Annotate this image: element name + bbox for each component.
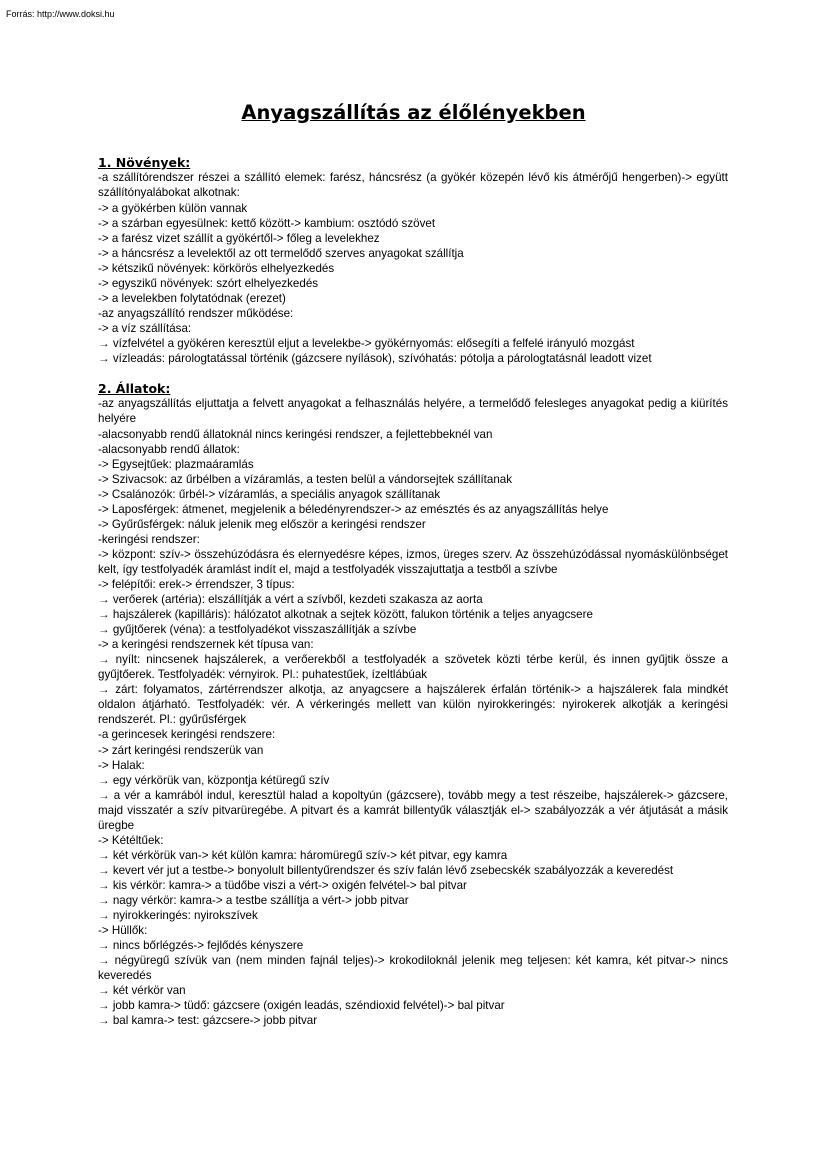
text-line: -> Gyűrűsférgek: náluk jelenik meg először a keringési rendszer — [98, 517, 426, 531]
text-line: -> a gyökérben külön vannak — [98, 201, 248, 215]
text-line: → hajszálerek (kapilláris): hálózatot alkotnak a sejtek között, falukon történik a teljes anyagcsere — [98, 608, 593, 622]
section-plants-body — [98, 170, 732, 366]
text-line: -> Szivacsok: az űrbélben a vízáramlás, a testen belül a vándorsejtek szállítanak — [98, 472, 513, 486]
text-line: -az anyagszállítás eljuttatja a felvett anyagokat a felhasználás helyére, a termelődő felesleges anyagokat pedig a kiürítés helyére — [98, 397, 732, 426]
text-line: → kevert vér jut a testbe-> bonyolult billentyűrendszer és szív falán lévő zsebecskék szabályozzák a keveredést — [98, 863, 674, 877]
text-line: -az anyagszállító rendszer működése: — [98, 306, 294, 320]
text-line: -> egyszikű növények: szórt elhelyezkedés — [98, 276, 319, 290]
text-line: -> a háncsrész a levelektől az ott termelődő szerves anyagokat szállítja — [98, 246, 464, 260]
text-line: -> a víz szállítása: — [98, 321, 192, 335]
text-line: → egy vérkörük van, központja kétüregű szív — [98, 773, 330, 787]
text-line: -> Halak: — [98, 758, 145, 772]
text-line: → a vér a kamrából indul, keresztül halad a kopoltyún (gázcsere), tovább megy a test részeibe, hajszálerek-> gázcsere, majd visszatér a szív pitvarüregébe. A pitvart és a kamrát billentyűk választják el-> szabályozzák a vér átjutását a másik üregbe — [98, 788, 732, 832]
text-line: -alacsonyabb rendű állatok: — [98, 442, 240, 456]
text-line: → négyüregű szívük van (nem minden fajnál teljes)-> krokodiloknál jelenik meg teljesen: két kamra, két pitvar-> nincs keveredés — [98, 954, 732, 983]
text-line: → két vérkörük van-> két külön kamra: háromüregű szív-> két pitvar, egy kamra — [98, 848, 508, 862]
text-line: -> Csalánozók: űrbél-> vízáramlás, a speciális anyagok szállítanak — [98, 487, 441, 501]
text-line: -> felépítői: erek-> érrendszer, 3 típus: — [98, 577, 295, 591]
section-animals-body — [98, 396, 732, 1028]
text-line: → nincs bőrlégzés-> fejlődés kényszere — [98, 939, 304, 953]
text-line: → nagy vérkör: kamra-> a testbe szállítja a vért-> jobb pitvar — [98, 893, 409, 907]
text-line: -> zárt keringési rendszerük van — [98, 743, 264, 757]
text-line: -alacsonyabb rendű állatoknál nincs keringési rendszer, a fejlettebbeknél van — [98, 427, 493, 441]
text-line: -> a szárban egyesülnek: kettő között-> kambium: osztódó szövet — [98, 216, 436, 230]
text-line: -a gerincesek keringési rendszere: — [98, 728, 276, 742]
text-line: -> Kétéltűek: — [98, 833, 164, 847]
text-line: → zárt: folyamatos, zártérrendszer alkotja, az anyagcsere a hajszálerek érfalán történik-> a hajszálerek fala mindkét oldalon átjárható. Testfolyadék: vér. A vérkeringés mellett van külön nyirokkeringés: nyirokerek alkotják a keringési rendszerét. Pl.: gyűrűsférgek — [98, 683, 732, 727]
text-line: → két vérkör van — [98, 984, 186, 998]
text-line: → bal kamra-> test: gázcsere-> jobb pitvar — [98, 1014, 318, 1028]
text-line: -> a keringési rendszernek két típusa van: — [98, 638, 314, 652]
text-line: -> a levelekben folytatódnak (erezet) — [98, 291, 286, 305]
text-line: -> kétszikű növények: körkörös elhelyezkedés — [98, 261, 335, 275]
source-label: Forrás: http://www.doksi.hu — [6, 9, 115, 19]
text-line: -> Egysejtűek: plazmaáramlás — [98, 457, 254, 471]
text-line: → gyűjtőerek (véna): a testfolyadékot visszaszállítják a szívbe — [98, 623, 417, 637]
text-line: -> Laposférgek: átmenet, megjelenik a béledényrendszer-> az emésztés és az anyagszállítás helye — [98, 502, 609, 516]
text-line: -> a farész vizet szállít a gyökértől-> főleg a levelekhez — [98, 231, 380, 245]
text-line: → vízfelvétel a gyökéren keresztül eljut a levelekbe-> gyökérnyomás: elősegíti a felfelé irányuló mozgást — [98, 336, 635, 350]
text-line: -> Hüllők: — [98, 924, 148, 938]
text-line: → verőerek (artéria): elszállítják a vért a szívből, kezdeti szakasza az aorta — [98, 593, 483, 607]
text-line: → jobb kamra-> tüdő: gázcsere (oxigén leadás, széndioxid felvétel)-> bal pitvar — [98, 999, 505, 1013]
text-line: → kis vérkör: kamra-> a tüdőbe viszi a vért-> oxigén felvétel-> bal pitvar — [98, 878, 467, 892]
text-line: -a szállítórendszer részei a szállító elemek: farész, háncsrész (a gyökér közepén lévő kis átmérőjű hengerben)-> együtt szállítónyalábokat alkotnak: — [98, 171, 732, 200]
section-heading-animals: 2. Állatok: — [98, 381, 171, 397]
text-line: → nyirokkeringés: nyirokszívek — [98, 909, 258, 923]
document-body — [98, 155, 732, 1028]
text-line: -keringési rendszer: — [98, 532, 200, 546]
section-heading-plants: 1. Növények: — [98, 155, 191, 170]
text-line: → vízleadás: párologtatással történik (gázcsere nyílások), szívóhatás: pótolja a párologtatásnál leadott vizet — [98, 351, 652, 365]
text-line: → nyílt: nincsenek hajszálerek, a verőerekből a testfolyadék a szövetek közti térbe kerül, és innen gyűjtik össze a gyűjtőerek. Testfolyadék: vérnyirok. Pl.: puhatestűek, ízeltlábúak — [98, 653, 732, 682]
text-line: -> központ: szív-> összehúzódásra és elernyedésre képes, izmos, üreges szerv. Az összehúzódással nyomáskülönbséget kelt, így testfolyadék áramlást indít el, majd a testfolyadék visszajuttatja a testből a szívbe — [98, 547, 732, 576]
page-title: Anyagszállítás az élőlényekben — [241, 101, 586, 124]
